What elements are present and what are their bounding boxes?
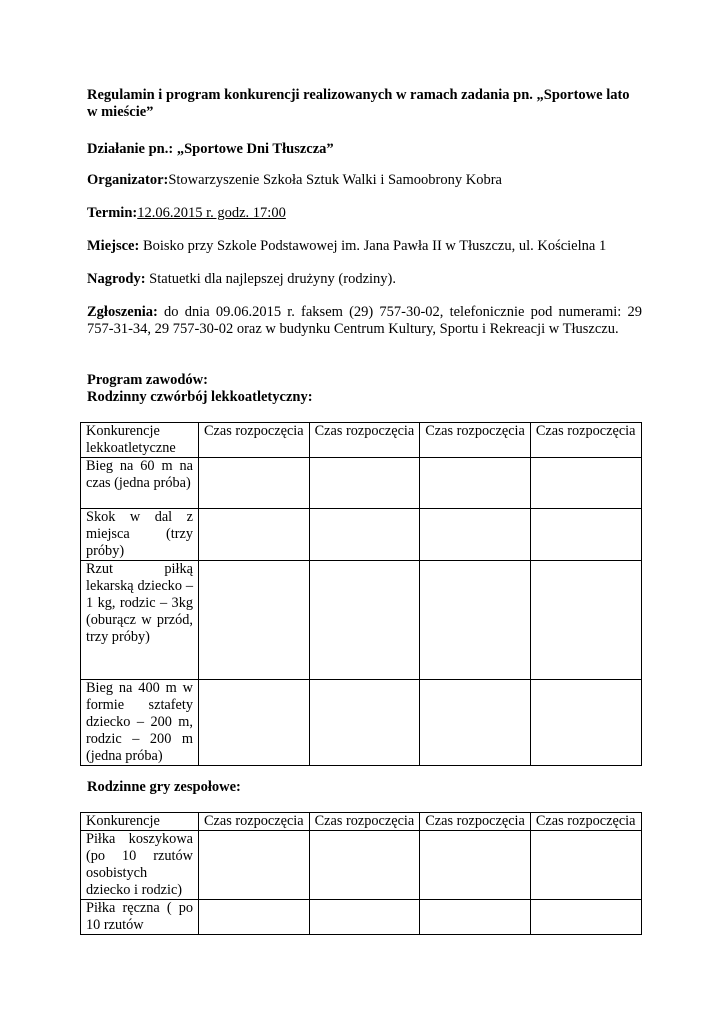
table-header-row: [81, 423, 642, 458]
start-time-cell: [420, 458, 531, 509]
event-cell: Skok w dal z miejsca (trzy próby): [81, 509, 199, 561]
table-header-row: [81, 813, 642, 831]
start-time-cell: [420, 680, 531, 766]
table-header-cell: Konkurencje: [81, 813, 199, 831]
document-title: Regulamin i program konkurencji realizowanych w ramach zadania pn. „Sportowe lato w mieście”: [87, 87, 630, 120]
table-header-cell: Czas rozpoczęcia: [530, 813, 641, 831]
event-cell: Piłka ręczna ( po 10 rzutów: [81, 900, 199, 935]
table-row: [81, 561, 642, 680]
table-header-cell: Czas rozpoczęcia: [530, 423, 641, 458]
start-time-cell: [199, 831, 310, 900]
term-value: 12.06.2015 r. godz. 17:00: [137, 205, 286, 221]
team-games-table: [80, 812, 642, 935]
table-header-cell: Konkurencje lekkoatletyczne: [81, 423, 199, 458]
start-time-cell: [309, 900, 420, 935]
start-time-cell: [309, 831, 420, 900]
start-time-cell: [309, 680, 420, 766]
term-label: Termin:: [87, 205, 138, 221]
prizes-line: [87, 271, 642, 288]
event-cell: Bieg na 400 m w formie sztafety dziecko – 200 m, rodzic – 200 m (jedna próba): [81, 680, 199, 766]
table-row: [81, 509, 642, 561]
start-time-cell: [530, 831, 641, 900]
prizes-value: Statuetki dla najlepszej drużyny (rodziny).: [145, 271, 396, 287]
start-time-cell: [530, 680, 641, 766]
term-line: [87, 205, 642, 222]
start-time-cell: [199, 458, 310, 509]
table-header-cell: Czas rozpoczęcia: [199, 423, 310, 458]
table-header-cell: Czas rozpoczęcia: [420, 423, 531, 458]
table-row: [81, 680, 642, 766]
organizer-line: [87, 172, 642, 189]
action-name: Działanie pn.: „Sportowe Dni Tłuszcza”: [87, 141, 334, 157]
table-header-cell: Czas rozpoczęcia: [199, 813, 310, 831]
start-time-cell: [530, 458, 641, 509]
team-games-heading: Rodzinne gry zespołowe:: [87, 779, 241, 795]
place-line: [87, 238, 642, 255]
start-time-cell: [199, 680, 310, 766]
start-time-cell: [420, 509, 531, 561]
place-value: Boisko przy Szkole Podstawowej im. Jana Pawła II w Tłuszczu, ul. Kościelna 1: [139, 238, 607, 254]
prizes-label: Nagrody:: [87, 271, 146, 287]
applications-value: do dnia 09.06.2015 r. faksem (29) 757-30-02, telefonicznie pod numerami: 29 757-31-34, 29 757-30-02 oraz w budynku Centrum Kultury, Sportu i Rekreacji w Tłuszczu.: [87, 304, 642, 337]
event-cell: Piłka koszykowa (po 10 rzutów osobistych dziecko i rodzic): [81, 831, 199, 900]
start-time-cell: [309, 509, 420, 561]
athletics-table: [80, 422, 642, 766]
program-heading: Program zawodów:: [87, 372, 208, 388]
start-time-cell: [420, 900, 531, 935]
applications-paragraph: [87, 304, 642, 338]
organizer-label: Organizator:: [87, 172, 169, 188]
start-time-cell: [309, 561, 420, 680]
table-header-cell: Czas rozpoczęcia: [420, 813, 531, 831]
event-cell: Bieg na 60 m na czas (jedna próba): [81, 458, 199, 509]
place-label: Miejsce:: [87, 238, 140, 254]
start-time-cell: [530, 561, 641, 680]
start-time-cell: [199, 900, 310, 935]
table-header-cell: Czas rozpoczęcia: [309, 813, 420, 831]
table-header-cell: Czas rozpoczęcia: [309, 423, 420, 458]
event-cell: Rzut piłką lekarską dziecko – 1 kg, rodzic – 3kg (oburącz w przód, trzy próby): [81, 561, 199, 680]
table-row: [81, 458, 642, 509]
start-time-cell: [530, 509, 641, 561]
table-row: [81, 831, 642, 900]
organizer-value: Stowarzyszenie Szkoła Sztuk Walki i Samoobrony Kobra: [168, 172, 502, 188]
start-time-cell: [420, 561, 531, 680]
table-row: [81, 900, 642, 935]
athletics-heading: Rodzinny czwórbój lekkoatletyczny:: [87, 389, 313, 405]
start-time-cell: [199, 509, 310, 561]
start-time-cell: [309, 458, 420, 509]
start-time-cell: [420, 831, 531, 900]
applications-label: Zgłoszenia:: [87, 304, 158, 320]
start-time-cell: [199, 561, 310, 680]
start-time-cell: [530, 900, 641, 935]
